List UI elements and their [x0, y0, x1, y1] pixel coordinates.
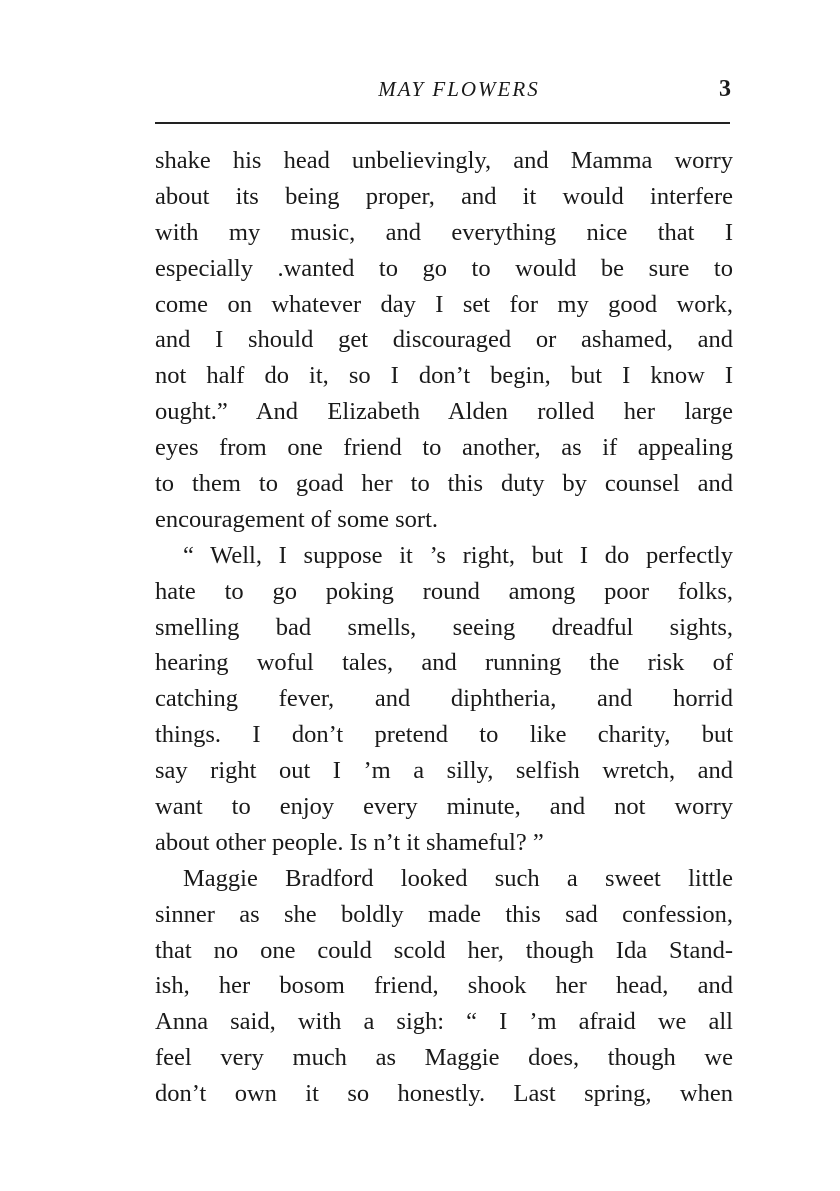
- text-line: to them to goad her to this duty by counsel and: [155, 470, 733, 498]
- text-line: and I should get discouraged or ashamed, and: [155, 326, 733, 354]
- text-line: Maggie Bradford looked such a sweet little: [183, 864, 733, 892]
- text-line: “ Well, I suppose it ’s right, but I do perfectly: [183, 541, 733, 569]
- text-line: come on whatever day I set for my good work,: [155, 290, 733, 318]
- text-line: sinner as she boldly made this sad confession,: [155, 900, 733, 928]
- text-line: want to enjoy every minute, and not worry: [155, 793, 733, 821]
- body-text: [155, 143, 733, 1112]
- header-rule: [155, 122, 730, 124]
- text-line: ish, her bosom friend, shook her head, and: [155, 972, 733, 1000]
- text-line: ought.” And Elizabeth Alden rolled her large: [155, 398, 733, 426]
- text-line: say right out I ’m a silly, selfish wretch, and: [155, 757, 733, 785]
- text-line: shake his head unbelievingly, and Mamma worry: [155, 147, 733, 174]
- page-number: 3: [719, 76, 731, 102]
- paragraph-1: [155, 143, 733, 538]
- text-line: feel very much as Maggie does, though we: [155, 1044, 733, 1072]
- text-line: things. I don’t pretend to like charity, but: [155, 721, 733, 749]
- paragraph-2: [155, 538, 733, 861]
- text-line: eyes from one friend to another, as if appealing: [155, 434, 733, 462]
- text-line: catching fever, and diphtheria, and horrid: [155, 685, 733, 713]
- text-line: that no one could scold her, though Ida Stand-: [155, 936, 733, 964]
- text-line: about its being proper, and it would interfere: [155, 182, 733, 210]
- text-line: with my music, and everything nice that I: [155, 218, 733, 246]
- text-line: not half do it, so I don’t begin, but I know I: [155, 362, 733, 390]
- text-line: hearing woful tales, and running the risk of: [155, 649, 733, 677]
- text-line: Anna said, with a sigh: “ I ’m afraid we all: [155, 1008, 733, 1036]
- text-line: encouragement of some sort.: [155, 505, 439, 533]
- text-line: about other people. Is n’t it shameful? ”: [155, 828, 544, 856]
- text-line: don’t own it so honestly. Last spring, when: [155, 1080, 733, 1108]
- text-line: especially .wanted to go to would be sure to: [155, 254, 733, 282]
- paragraph-3: [155, 861, 733, 1112]
- text-line: smelling bad smells, seeing dreadful sights,: [155, 613, 733, 641]
- running-head: [155, 74, 735, 106]
- running-title: MAY FLOWERS: [378, 77, 540, 101]
- text-line: hate to go poking round among poor folks,: [155, 577, 733, 605]
